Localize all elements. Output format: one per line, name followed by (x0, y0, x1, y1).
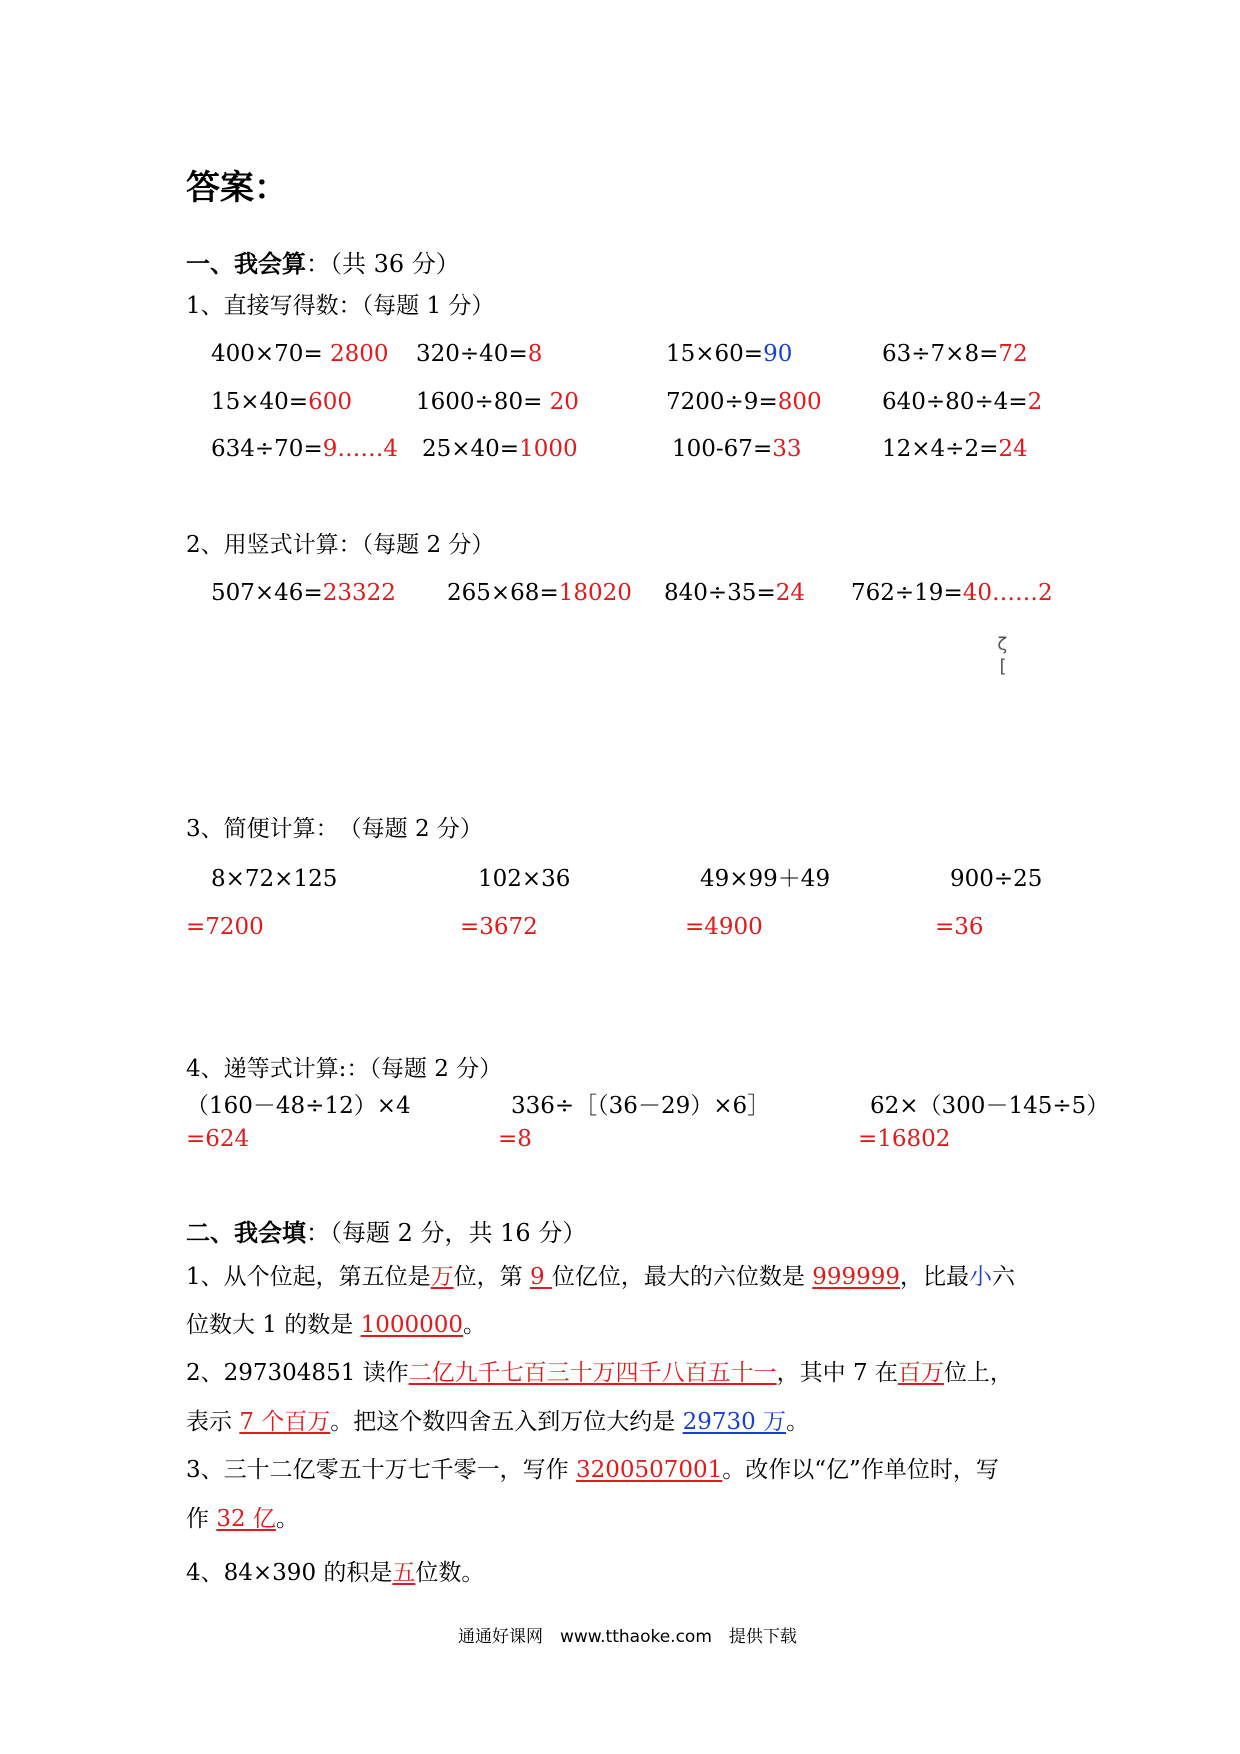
question-text: 1600÷80= (416, 389, 550, 415)
answer-text: 9……4 (322, 436, 398, 462)
section-1-label: 一、我会算 (186, 250, 306, 278)
mental-math-item (666, 339, 792, 369)
section-2-heading (186, 1213, 586, 1248)
mental-math-item (211, 339, 389, 369)
answer: 百万 (897, 1360, 944, 1386)
question-text: 15×40= (211, 389, 309, 415)
mental-math-item (882, 434, 1028, 464)
question-text: 265×68= (447, 580, 559, 606)
mental-math-item (666, 387, 822, 417)
fill-q3-line1: 3、三十二亿零五十万七千零一，写作 3200507001。改作以“亿”作单位时，写 (186, 1457, 999, 1483)
section-2-label: 二、我会填 (186, 1219, 306, 1247)
section-1-note: ：（共 36 分） (306, 250, 460, 278)
question-text: 507×46= (211, 580, 323, 606)
simplify-expression: 8×72×125 (211, 866, 338, 892)
answer-text: 800 (777, 389, 822, 415)
mental-math-item (882, 339, 1028, 369)
fill-q2-line1: 2、297304851 读作二亿九千七百三十万四千八百五十一，其中 7 在百万位上， (186, 1360, 1013, 1386)
mental-math-item (416, 387, 579, 417)
answer: 29730 万 (682, 1409, 787, 1435)
answer: 1000000 (360, 1312, 464, 1338)
simplify-expression: 49×99＋49 (700, 866, 831, 892)
stray-marks: ζ [ (997, 634, 1008, 677)
simplify-expression: 102×36 (478, 866, 571, 892)
question-text: 100-67= (672, 436, 773, 462)
answer-text: 600 (308, 389, 352, 415)
answer-text: 40……2 (962, 580, 1053, 606)
answer-text: 24 (998, 436, 1028, 462)
question-text: 400×70= (211, 341, 331, 367)
vertical-calc-item (851, 578, 1053, 608)
part-3-title: 3、简便计算： （每题 2 分） (186, 816, 483, 842)
simplify-answer: =3672 (460, 914, 538, 940)
fill-q2-line2: 表示 7 个百万。把这个数四舍五入到万位大约是 29730 万。 (186, 1409, 810, 1435)
stepwise-expression: 62×（300－145÷5） (870, 1093, 1110, 1119)
answer-text: 24 (775, 580, 805, 606)
answer-text: 23322 (322, 580, 396, 606)
answer: 3200507001 (575, 1457, 723, 1483)
vertical-calc-item (447, 578, 632, 608)
part-4-title: 4、递等式计算:：（每题 2 分） (186, 1056, 503, 1082)
stepwise-answer: =16802 (858, 1126, 951, 1152)
answer-text: 90 (763, 341, 793, 367)
question-text: 634÷70= (211, 436, 323, 462)
answer: 五 (392, 1560, 416, 1586)
answer-text: 2 (1027, 389, 1043, 415)
simplify-answer: =7200 (186, 914, 264, 940)
vertical-calc-item (211, 578, 396, 608)
simplify-expression: 900÷25 (950, 866, 1043, 892)
stepwise-expression: 336÷［（36－29）×6］ (511, 1093, 771, 1119)
simplify-answer: =4900 (685, 914, 763, 940)
question-text: 640÷80÷4= (882, 389, 1028, 415)
answer-text: 8 (527, 341, 543, 367)
answer-text: 18020 (558, 580, 632, 606)
question-text: 320÷40= (416, 341, 528, 367)
answer-text: 20 (549, 389, 579, 415)
fill-q4: 4、84×390 的积是五位数。 (186, 1560, 485, 1586)
vertical-calc-item (664, 578, 805, 608)
fill-q1-line2: 位数大 1 的数是 1000000。 (186, 1312, 487, 1338)
mental-math-item (211, 387, 352, 417)
question-text: 25×40= (422, 436, 520, 462)
mental-math-item (422, 434, 578, 464)
question-text: 12×4÷2= (882, 436, 999, 462)
footer-credit: 通通好课网 www.tthaoke.com 提供下载 (458, 1627, 797, 1647)
question-text: 762÷19= (851, 580, 963, 606)
question-text: 840÷35= (664, 580, 776, 606)
mental-math-item (416, 339, 542, 369)
simplify-answer: =36 (935, 914, 984, 940)
answer-text: 2800 (330, 341, 389, 367)
stepwise-answer: =8 (498, 1126, 532, 1152)
page-title: 答案： (186, 168, 288, 208)
answer: 32 亿 (216, 1506, 276, 1532)
stepwise-expression: （160－48÷12）×4 (186, 1093, 411, 1119)
question-text: 63÷7×8= (882, 341, 999, 367)
answer-text: 72 (998, 341, 1028, 367)
answer-text: 33 (772, 436, 802, 462)
answer: 小 (969, 1264, 993, 1290)
answer-text: 1000 (519, 436, 578, 462)
question-text: 7200÷9= (666, 389, 778, 415)
mental-math-item (672, 434, 802, 464)
fill-q1-line1: 1、从个位起，第五位是万位，第 9 位亿位，最大的六位数是 999999，比最小六 (186, 1264, 1016, 1290)
mental-math-item (211, 434, 398, 464)
answer: 万 (430, 1264, 454, 1290)
fill-q3-line2: 作 32 亿。 (186, 1506, 299, 1532)
part-1-title: 1、直接写得数：（每题 1 分） (186, 293, 495, 319)
part-2-title: 2、用竖式计算：（每题 2 分） (186, 532, 495, 558)
answer: 二亿九千七百三十万四千八百五十一 (408, 1360, 777, 1386)
section-2-note: ：（每题 2 分，共 16 分） (306, 1219, 587, 1247)
answer: 9 (529, 1264, 552, 1290)
answer: 7 个百万 (239, 1409, 331, 1435)
question-text: 15×60= (666, 341, 764, 367)
stepwise-answer: =624 (186, 1126, 250, 1152)
section-1-heading (186, 244, 460, 279)
answer: 999999 (812, 1264, 901, 1290)
mental-math-item (882, 387, 1042, 417)
